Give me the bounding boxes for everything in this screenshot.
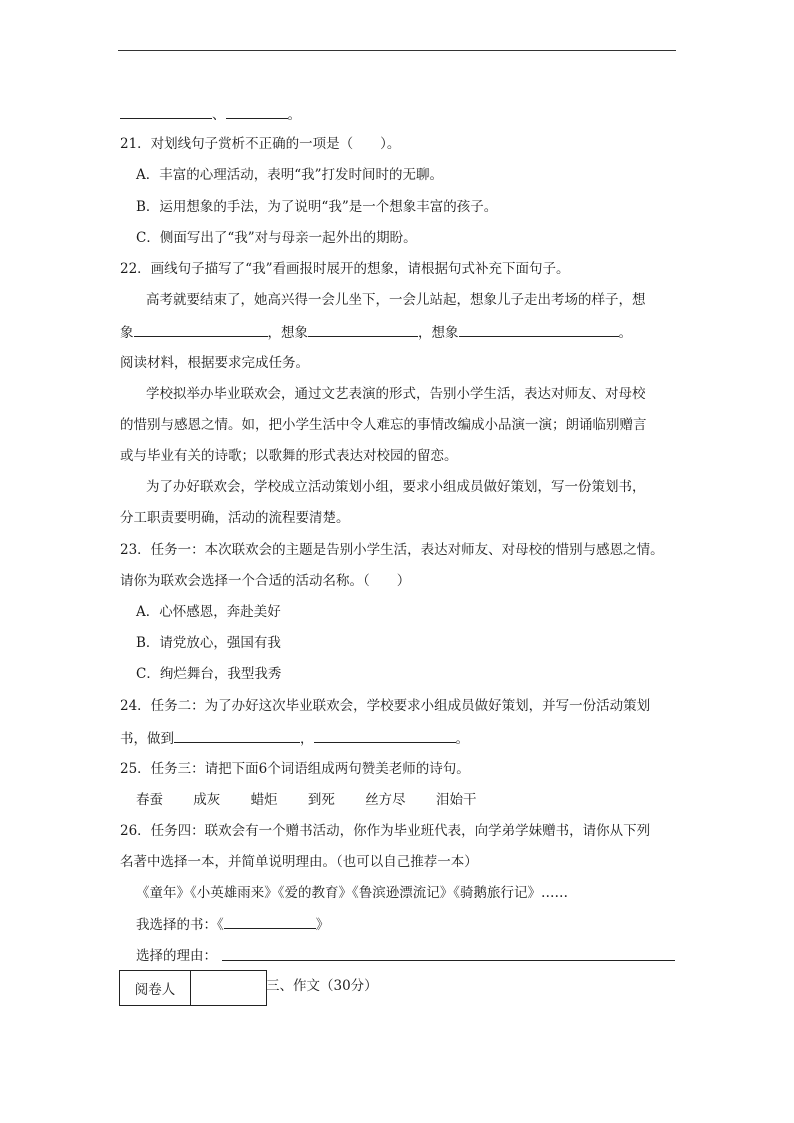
q23-line2: 请你为联欢会选择一个合适的活动名称。（ ） xyxy=(120,573,411,589)
reading-p1-line1: 学校拟举办毕业联欢会，通过文艺表演的形式，告别小学生活，表达对师友、对母校 xyxy=(146,386,646,402)
q26-line2: 名著中选择一本，并简单说明理由。（也可以自己推荐一本） xyxy=(120,854,478,870)
q21-option-b: B．运用想象的手法，为了说明“我”是一个想象丰富的孩子。 xyxy=(136,199,498,215)
word: 到死 xyxy=(307,792,335,808)
q21-option-c: C．侧面写出了“我”对与母亲一起外出的期盼。 xyxy=(136,230,417,246)
q26-line1: 26．任务四：联欢会有一个赠书活动，你作为毕业班代表，向学弟学妹赠书，请你从下列 xyxy=(120,823,651,839)
q26-reason-label: 选择的理由： xyxy=(136,948,217,964)
grader-label: 阅卷人 xyxy=(120,971,191,1005)
blank xyxy=(224,915,316,929)
q25-words xyxy=(136,791,502,809)
blank xyxy=(174,729,300,743)
blank xyxy=(134,323,268,337)
q26-choose-book: 我选择的书：《 》 xyxy=(136,917,330,933)
q21-stem: 21．对划线句子赏析不正确的一项是（ ）。 xyxy=(120,136,401,152)
word: 成灰 xyxy=(193,792,221,808)
blank xyxy=(226,105,288,119)
answer-fragment: 、 。 xyxy=(120,105,301,124)
word: 丝方尽 xyxy=(365,792,406,808)
blank xyxy=(120,105,212,119)
reading-p1-line3: 或与毕业有关的诗歌；以歌舞的形式表达对校园的留恋。 xyxy=(120,448,458,464)
header-rule xyxy=(118,50,676,51)
q22-line2: 象 ，想象 ，想象 。 xyxy=(120,325,632,341)
q22-line1: 高考就要结束了，她高兴得一会儿坐下，一会儿站起，想象儿子走出考场的样子，想 xyxy=(146,292,646,308)
q22-stem: 22．画线句子描写了“我”看画报时展开的想象，请根据句式补充下面句子。 xyxy=(120,261,570,277)
reason-blank xyxy=(222,960,675,961)
word: 蜡炬 xyxy=(250,792,278,808)
section-title: 三、作文（30分） xyxy=(266,978,378,994)
word: 春蚕 xyxy=(136,792,163,808)
q21-option-a: A．丰富的心理活动，表明“我”打发时间时的无聊。 xyxy=(136,167,444,183)
q24-line2: 书，做到 ， 。 xyxy=(120,731,469,747)
blank xyxy=(459,323,619,337)
q24-line1: 24．任务二：为了办好这次毕业联欢会，学校要求小组成员做好策划，并写一份活动策划 xyxy=(120,698,651,714)
reading-p1-line2: 的惜别与感恩之情。如，把小学生活中令人难忘的事情改编成小品演一演；朗诵临别赠言 xyxy=(120,417,647,433)
q26-book-list: 《童年》《小英雄雨来》《爱的教育》《鲁滨逊漂流记》《骑鹅旅行记》…… xyxy=(136,885,568,901)
reading-p2-line2: 分工职责要明确，活动的流程要清楚。 xyxy=(120,510,350,526)
blank xyxy=(308,323,418,337)
word: 泪始干 xyxy=(435,792,477,808)
q23-line1: 23．任务一：本次联欢会的主题是告别小学生活，表达对师友、对母校的惜别与感恩之情。 xyxy=(120,542,664,558)
q23-option-c: C．绚烂舞台，我型我秀 xyxy=(136,666,282,682)
q23-option-a: A．心怀感恩，奔赴美好 xyxy=(136,604,281,620)
grader-table xyxy=(119,970,267,1006)
q23-option-b: B．请党放心，强国有我 xyxy=(136,635,281,651)
reading-p2-line1: 为了办好联欢会，学校成立活动策划小组，要求小组成员做好策划，写一份策划书， xyxy=(146,479,646,495)
q25-stem: 25．任务三：请把下面6个词语组成两句赞美老师的诗句。 xyxy=(120,761,470,777)
grader-score-cell xyxy=(191,971,266,1005)
blank xyxy=(314,729,456,743)
reading-intro: 阅读材料，根据要求完成任务。 xyxy=(120,355,309,371)
